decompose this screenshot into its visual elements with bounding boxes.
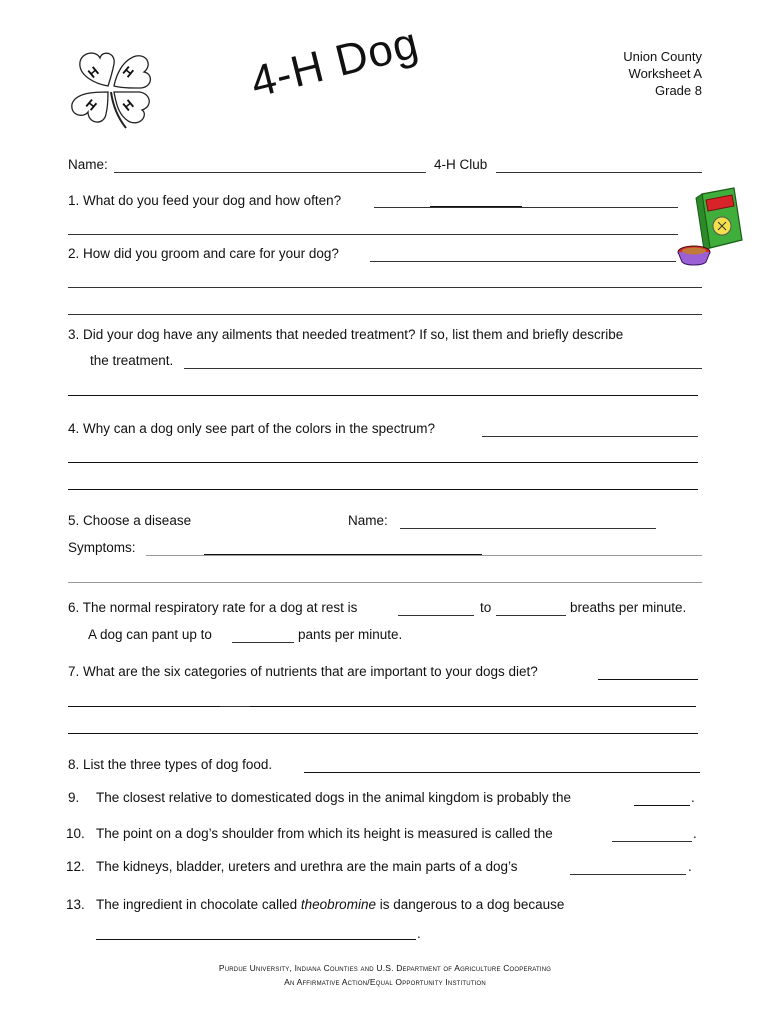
footer-line-2: An Affirmative Action/Equal Opportunity Institution — [284, 977, 486, 987]
q12-period: . — [688, 859, 692, 874]
q6-rate-high-line[interactable] — [496, 615, 566, 616]
worksheet-label: Worksheet A — [628, 66, 702, 81]
q13-period: . — [417, 926, 421, 941]
question-3: 3. Did your dog have any ailments that needed treatment? If so, list them and briefly describe — [68, 327, 624, 342]
name-input-line[interactable] — [114, 172, 426, 173]
q8-answer-line[interactable] — [304, 772, 700, 773]
svg-text:H: H — [119, 63, 137, 81]
q1-answer-line[interactable] — [374, 207, 678, 208]
club-input-line[interactable] — [496, 172, 702, 173]
question-8: 8. List the three types of dog food. — [68, 757, 273, 772]
header-info — [623, 48, 702, 99]
name-label: Name: — [68, 157, 108, 172]
question-5: 5. Choose a disease — [68, 513, 192, 528]
q9-answer-line[interactable] — [634, 805, 690, 806]
q7-answer-line-3[interactable] — [68, 733, 698, 734]
question-7: 7. What are the six categories of nutrients that are important to your dogs diet? — [68, 664, 538, 679]
q9-period: . — [691, 790, 695, 805]
question-6: 6. The normal respiratory rate for a dog at rest is — [68, 600, 358, 615]
q10-answer-line[interactable] — [612, 841, 692, 842]
4-h-clover-logo-icon — [66, 46, 158, 134]
svg-text:H: H — [82, 96, 100, 114]
q1-answer-line-bold — [430, 206, 522, 207]
q2-answer-line[interactable] — [370, 261, 676, 262]
q13-text-pre: The ingredient in chocolate called — [96, 897, 298, 912]
q5-symptoms-line[interactable] — [146, 555, 702, 556]
page-title: 4-H Dog — [245, 18, 424, 108]
q4-answer-line-3[interactable] — [68, 489, 698, 490]
q10-period: . — [693, 826, 697, 841]
question-9-number: 9. — [68, 790, 80, 805]
q5-symptoms-label: Symptoms: — [68, 540, 136, 555]
q4-answer-line-2[interactable] — [68, 462, 698, 463]
q12-answer-line[interactable] — [570, 874, 686, 875]
q13-text-post: is dangerous to a dog because — [379, 897, 565, 912]
q6-to-label: to — [480, 600, 492, 615]
county-label: Union County — [623, 49, 702, 64]
question-13-number: 13. — [66, 897, 85, 912]
grade-label: Grade 8 — [655, 83, 702, 98]
club-label: 4-H Club — [434, 157, 488, 172]
q5-symptoms-line-bold — [204, 554, 482, 555]
q1-answer-line-2[interactable] — [68, 234, 678, 235]
question-12-number: 12. — [66, 859, 85, 874]
q13-emphasis: theobromine — [300, 897, 376, 912]
q4-answer-line[interactable] — [482, 436, 698, 437]
q2-answer-line-2[interactable] — [68, 287, 702, 288]
footer-line-1: Purdue University, Indiana Counties and U.S. Department of Agriculture Cooperating — [218, 963, 552, 973]
q3-answer-line-2[interactable] — [68, 395, 698, 396]
q5-name-line[interactable] — [400, 528, 656, 529]
question-4: 4. Why can a dog only see part of the colors in the spectrum? — [68, 421, 435, 436]
q5-symptoms-line-2[interactable] — [68, 582, 702, 583]
question-2: 2. How did you groom and care for your dog? — [68, 246, 339, 261]
q7-answer-line-2gap — [220, 706, 250, 707]
svg-text:H: H — [84, 63, 102, 81]
dog-food-bag-icon — [676, 186, 746, 268]
question-1: 1. What do you feed your dog and how often? — [68, 193, 342, 208]
q5-name-label: Name: — [348, 513, 388, 528]
question-13 — [96, 897, 564, 913]
svg-text:H: H — [119, 96, 137, 114]
q2-answer-line-3[interactable] — [68, 314, 702, 315]
q7-answer-line-2a[interactable] — [68, 706, 220, 707]
q3-answer-line[interactable] — [184, 368, 702, 369]
question-12: The kidneys, bladder, ureters and urethra are the main parts of a dog’s — [96, 859, 518, 874]
q7-answer-line-2b[interactable] — [250, 706, 696, 707]
question-10-number: 10. — [66, 826, 85, 841]
q6-breaths-label: breaths per minute. — [570, 600, 687, 615]
question-10: The point on a dog’s shoulder from which its height is measured is called the — [96, 826, 553, 841]
q6-rate-low-line[interactable] — [398, 615, 474, 616]
question-6-cont: A dog can pant up to — [88, 627, 212, 642]
q7-answer-line[interactable] — [598, 679, 698, 680]
question-9: The closest relative to domesticated dogs in the animal kingdom is probably the — [96, 790, 572, 805]
q6-pant-line[interactable] — [232, 642, 294, 643]
q6-pants-label: pants per minute. — [298, 627, 403, 642]
q13-answer-line[interactable] — [96, 939, 416, 940]
question-3-cont: the treatment. — [90, 353, 174, 368]
